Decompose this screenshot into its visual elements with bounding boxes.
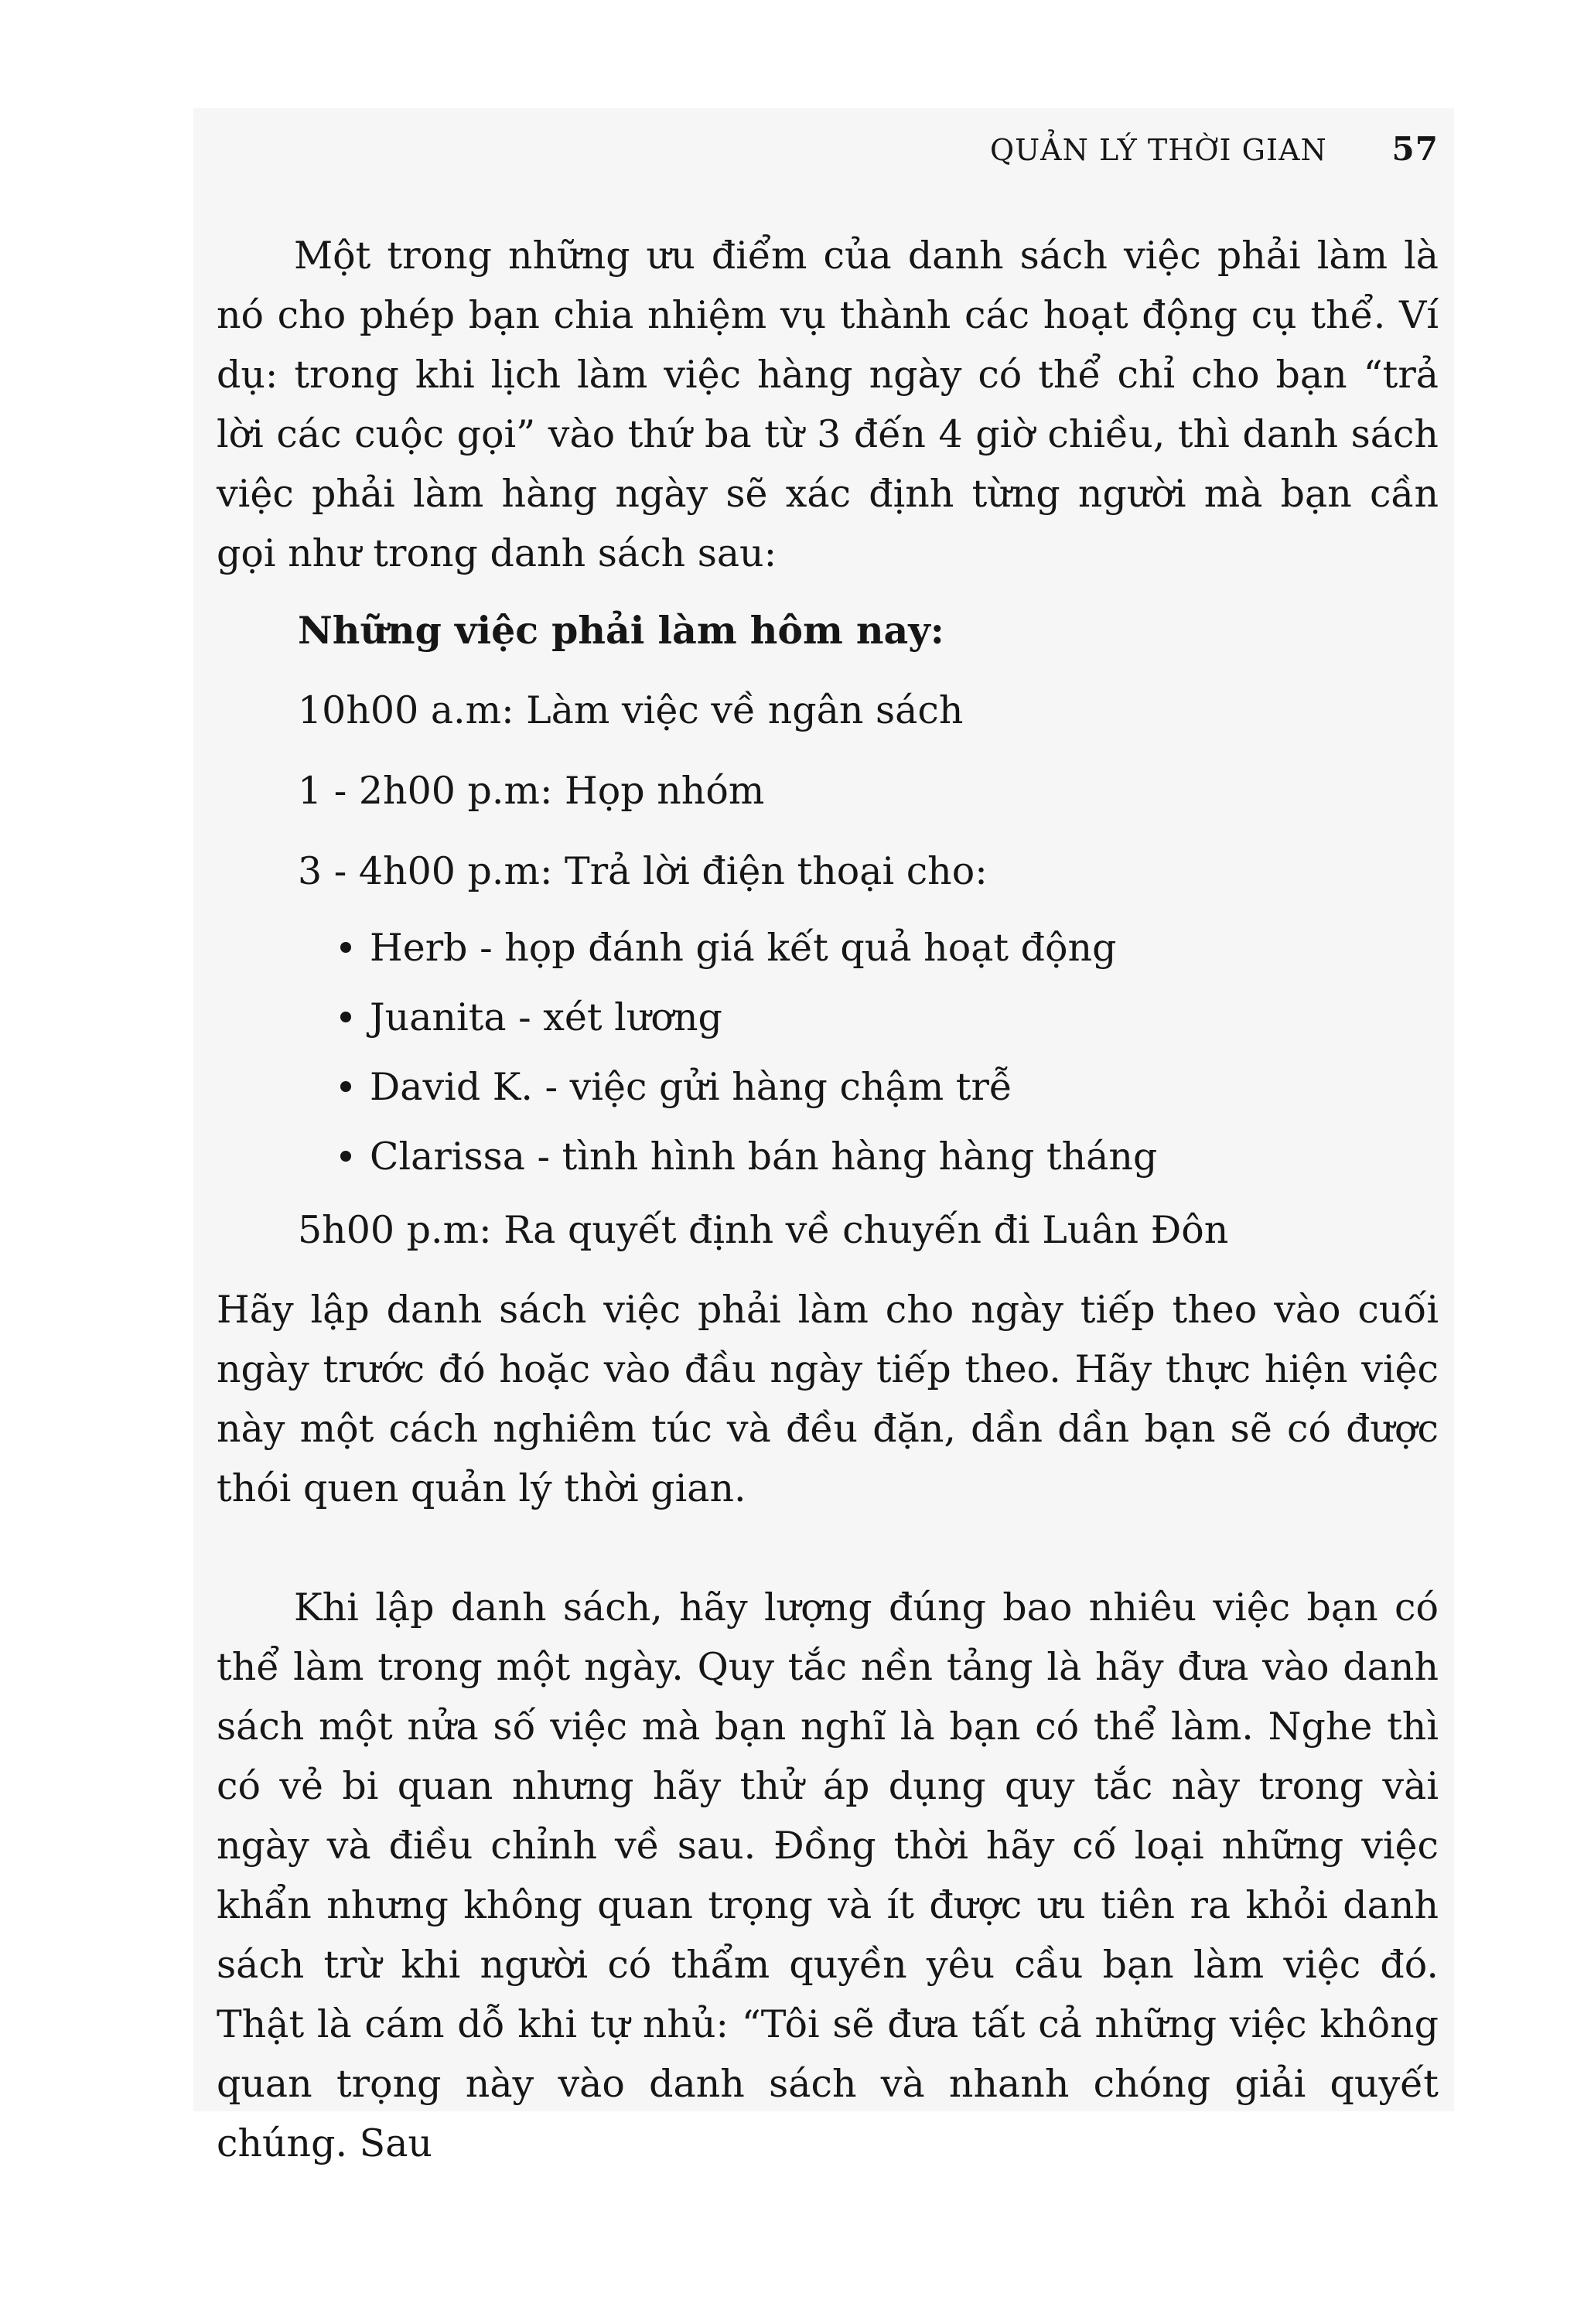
page-number: 57 (1391, 130, 1439, 168)
paragraph-rule (217, 1578, 1439, 2173)
call-list-item (298, 991, 1442, 1060)
bullet-icon (340, 1151, 351, 1162)
call-list-text: David K. - việc gửi hàng chậm trễ (370, 1065, 1013, 1109)
call-list-text: Clarissa - tình hình bán hàng hàng tháng (370, 1135, 1158, 1179)
running-header (990, 130, 1439, 168)
call-list-text: Herb - họp đánh giá kết quả hoạt động (370, 926, 1117, 970)
call-list-item (298, 1130, 1442, 1200)
call-list-item (298, 921, 1442, 991)
todo-item: 1 - 2h00 p.m: Họp nhóm (298, 769, 765, 813)
bullet-icon (340, 1081, 351, 1092)
bullet-icon (340, 1012, 351, 1022)
call-list-item (298, 1060, 1442, 1130)
paragraph-text: Hãy lập danh sách việc phải làm cho ngày tiếp theo vào cuối ngày trước đó hoặc vào đầu ngày tiếp theo. Hãy thực hiện việc này một cách nghiêm túc và đều đặn, dần dần bạn sẽ có được thói quen quản lý thời gian. (217, 1288, 1439, 1510)
paragraph-intro (217, 226, 1439, 583)
todo-list-title: Những việc phải làm hôm nay: (298, 608, 944, 653)
todo-list (298, 599, 1442, 1280)
todo-item: 5h00 p.m: Ra quyết định về chuyến đi Luân Đôn (298, 1208, 1229, 1252)
todo-item: 10h00 a.m: Làm việc về ngân sách (298, 688, 964, 732)
bullet-icon (340, 942, 351, 953)
call-list-text: Juanita - xét lương (370, 995, 722, 1039)
paragraph-text: Khi lập danh sách, hãy lượng đúng bao nhiêu việc bạn có thể làm trong một ngày. Quy tắc nền tảng là hãy đưa vào danh sách một nửa số việc mà bạn nghĩ là bạn có thể làm. Nghe thì có vẻ bi quan nhưng hãy thử áp dụng quy tắc này trong vài ngày và điều chỉnh về sau. Đồng thời hãy cố loại những việc khẩn nhưng không quan trọng và ít được ưu tiên ra khỏi danh sách trừ khi người có thẩm quyền yêu cầu bạn làm việc đó. Thật là cám dỗ khi tự nhủ: “Tôi sẽ đưa tất cả những việc không quan trọng này vào danh sách và nhanh chóng giải quyết chúng. Sau (217, 1585, 1439, 2165)
paragraph-habit (217, 1280, 1439, 1518)
running-title: QUẢN LÝ THỜI GIAN (990, 133, 1327, 167)
todo-item: 3 - 4h00 p.m: Trả lời điện thoại cho: (298, 849, 988, 893)
paragraph-text: Một trong những ưu điểm của danh sách việc phải làm là nó cho phép bạn chia nhiệm vụ thành các hoạt động cụ thể. Ví dụ: trong khi lịch làm việc hàng ngày có thể chỉ cho bạn “trả lời các cuộc gọi” vào thứ ba từ 3 đến 4 giờ chiều, thì danh sách việc phải làm hàng ngày sẽ xác định từng người mà bạn cần gọi như trong danh sách sau: (217, 234, 1439, 575)
